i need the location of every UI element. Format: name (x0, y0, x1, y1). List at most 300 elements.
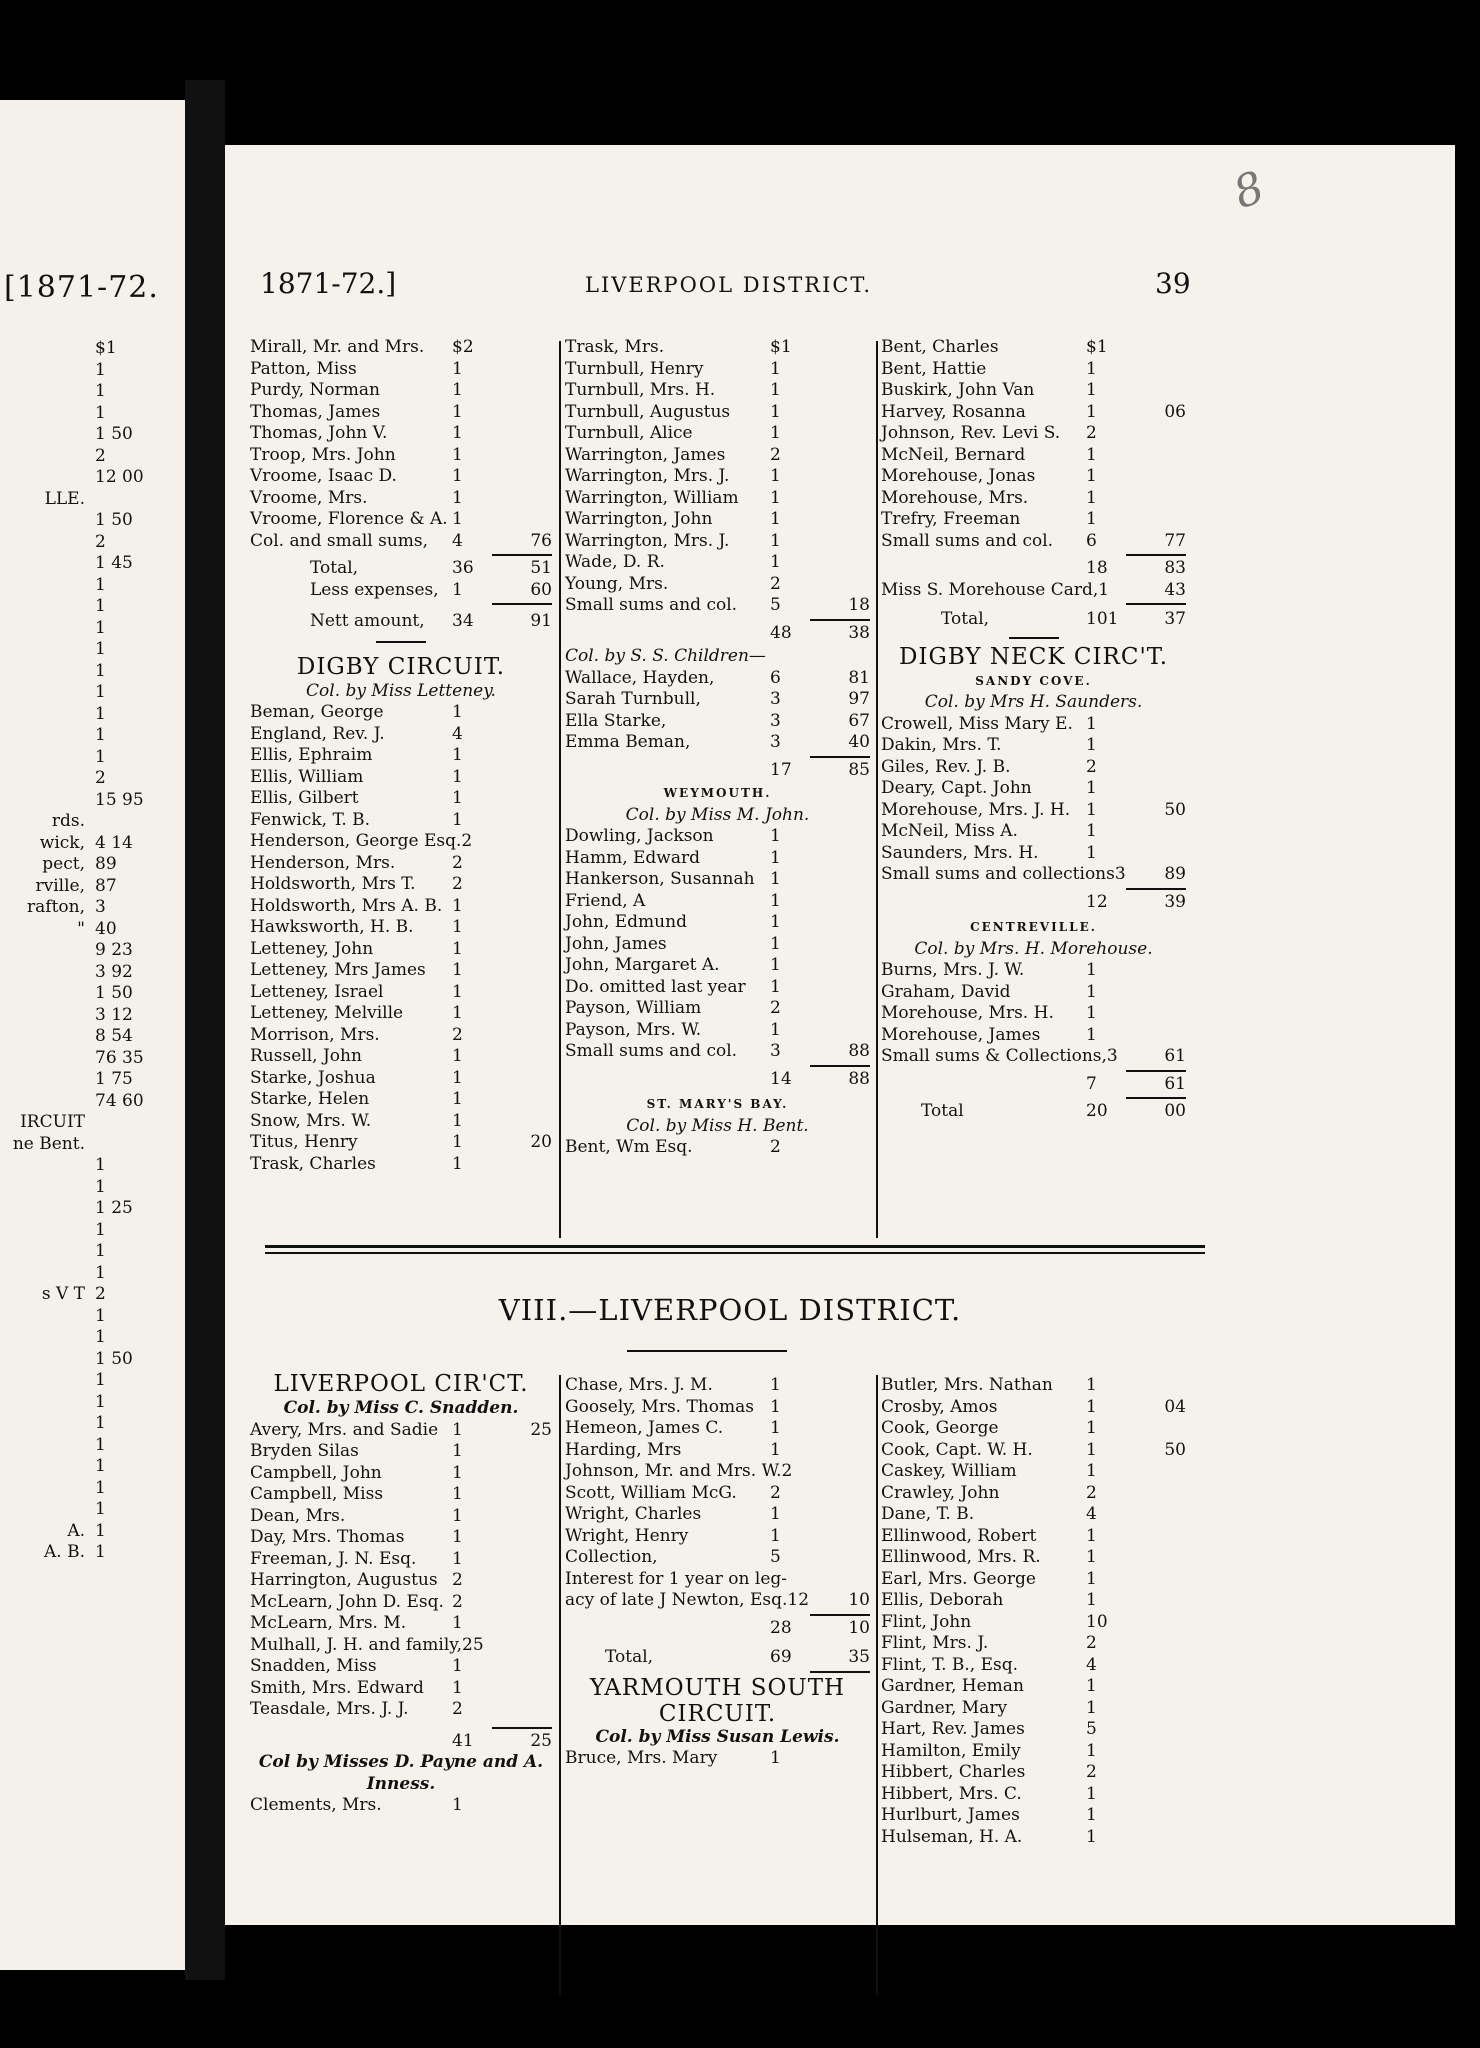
left-page-row (0, 1241, 185, 1263)
left-page-row (0, 768, 185, 790)
entry-cents (832, 848, 870, 870)
list-item (881, 1003, 1186, 1025)
list-item (250, 1154, 552, 1176)
entry-dollars: 1 (1086, 1461, 1097, 1481)
entry-cents (1148, 757, 1186, 779)
left-fragment-name (0, 1091, 85, 1113)
entry-dollars (787, 1569, 838, 1591)
list-item (250, 1046, 552, 1068)
entry-dollars: 4 (452, 530, 463, 551)
left-fragment-value: 15 95 (95, 789, 144, 810)
entry-dollars: 1 (1086, 401, 1097, 422)
weymouth-title: WEYMOUTH. (663, 786, 772, 800)
entry-cents: 50 (1164, 799, 1186, 820)
entry-dollars: 2 (452, 1570, 463, 1590)
left-page-row (0, 360, 185, 382)
list-item (565, 1397, 870, 1419)
list-item (250, 1484, 552, 1506)
left-page-row (0, 661, 185, 683)
left-page-row (0, 489, 185, 511)
entry-name: Butler, Mrs. Nathan (881, 1375, 1053, 1395)
entry-dollars: 1 (452, 1484, 463, 1504)
left-fragment-name: rds. (51, 811, 85, 831)
entry-cents (514, 1699, 552, 1721)
entry-name: Crosby, Amos (881, 1396, 998, 1417)
entry-cents (514, 402, 552, 424)
left-fragment-name (0, 1478, 85, 1500)
entry-dollars: 4 (1086, 1504, 1097, 1524)
list-item (250, 1111, 552, 1133)
left-fragment-name (0, 983, 85, 1005)
list-item (565, 1418, 870, 1440)
entry-cents (514, 939, 552, 961)
entry-name: McNeil, Miss A. (881, 821, 1018, 841)
left-fragment-name (0, 1456, 85, 1478)
entry-cents (1148, 1676, 1186, 1698)
entry-name: Letteney, John (250, 938, 374, 959)
entry-dollars: 3 (770, 710, 781, 731)
left-fragment-name: " (77, 918, 85, 939)
entry-name: Beman, George (250, 702, 384, 722)
entry-name: Ellis, Ephraim (250, 745, 373, 765)
entry-name: Wright, Henry (565, 1525, 689, 1546)
list-item (565, 1569, 870, 1591)
divider (492, 1727, 552, 1729)
entry-dollars: 2 (1086, 756, 1097, 777)
digby-neck-title: DIGBY NECK CIRC'T. (898, 643, 1169, 670)
left-fragment-name (0, 338, 85, 360)
sandy-total-row: 12 39 (1086, 891, 1186, 912)
entry-cents (832, 380, 870, 402)
entry-dollars: 1 (770, 358, 781, 379)
entry-name: Titus, Henry (250, 1132, 358, 1152)
entry-dollars: 1 (452, 745, 463, 765)
entry-cents (514, 1025, 552, 1047)
list-item (881, 402, 1186, 424)
bottom-column-3 (881, 1375, 1186, 1848)
entry-dollars: 1 (452, 917, 463, 937)
list-item (250, 745, 552, 767)
left-fragment-value: 1 50 (95, 1348, 133, 1369)
left-fragment-name (0, 510, 85, 532)
left-fragment-value: 3 12 (95, 1004, 133, 1025)
entry-name: Collection, (565, 1547, 658, 1567)
left-fragment-name (0, 682, 85, 704)
list-item (250, 1699, 552, 1721)
total-row: Total, 69 35 (605, 1647, 870, 1667)
entry-cents (832, 1397, 870, 1419)
entry-dollars: 1 (452, 1110, 463, 1131)
entry-name: Payson, Mrs. W. (565, 1019, 702, 1040)
entry-dollars: 1 (452, 1656, 463, 1676)
liverpool-total-row: 41 25 (452, 1730, 552, 1751)
entry-name: Deary, Capt. John (881, 778, 1032, 798)
list-item (250, 1132, 552, 1154)
left-fragment-value: 2 (95, 445, 106, 466)
column-rule (876, 341, 878, 1238)
entry-name: John, James (565, 933, 667, 954)
entry-cents (838, 1569, 870, 1591)
entry-name: Crawley, John (881, 1482, 1000, 1503)
digby-circuit-title: DIGBY CIRCUIT. (296, 653, 506, 680)
entry-cents (832, 934, 870, 956)
entry-dollars: 1 (1086, 1439, 1097, 1460)
entry-dollars: 1 (1086, 509, 1097, 529)
entry-dollars: 1 (770, 552, 781, 572)
left-fragment-value: 2 (95, 1284, 106, 1304)
entry-dollars: 1 (452, 1419, 463, 1440)
entry-name: Mirall, Mr. and Mrs. (250, 337, 425, 357)
entry-name: Patton, Miss (250, 358, 357, 379)
left-fragment-name (0, 1327, 85, 1349)
entry-dollars: 1 (770, 1525, 781, 1546)
left-fragment-name: rville, (35, 875, 85, 896)
list-item (881, 1590, 1186, 1612)
entry-dollars: 1 (1086, 1568, 1097, 1589)
entry-name: Henderson, Mrs. (250, 852, 396, 873)
list-item (250, 1068, 552, 1090)
weymouth-total-row: 14 88 (770, 1068, 870, 1089)
left-page-row (0, 940, 185, 962)
left-page-row (0, 1134, 185, 1156)
entry-dollars: 1 (770, 1418, 781, 1438)
entry-name: Small sums and collections (881, 864, 1115, 884)
liverpool-circuit-title: LIVERPOOL CIR'CT. (273, 1371, 529, 1397)
entry-cents (832, 1483, 870, 1505)
section-double-rule-top (265, 1245, 1205, 1248)
entry-cents (1148, 509, 1186, 531)
list-item (250, 380, 552, 402)
entry-cents (514, 1441, 552, 1463)
entry-dollars: 1 (1086, 1525, 1097, 1546)
centreville-total-row: 7 61 (1086, 1073, 1186, 1094)
entry-cents (514, 509, 552, 531)
divider (810, 619, 870, 621)
top-column-3 (881, 337, 1186, 1123)
entry-cents (514, 702, 552, 724)
entry-name: acy of late J Newton, Esq. (565, 1590, 788, 1610)
entry-cents (1148, 843, 1186, 865)
entry-cents (1148, 1461, 1186, 1483)
entry-name: Bruce, Mrs. Mary (565, 1748, 718, 1768)
entry-cents (1148, 982, 1186, 1004)
list-item (565, 1375, 870, 1397)
divider (810, 1671, 870, 1673)
list-item (565, 337, 870, 359)
entry-cents (1148, 1762, 1186, 1784)
bottom-column-2 (565, 1375, 870, 1770)
entry-cents (832, 1137, 870, 1159)
list-item (565, 531, 870, 553)
left-fragment-name (0, 1026, 85, 1048)
page-number: 39 (1155, 267, 1191, 300)
list-item (881, 1504, 1186, 1526)
divider (1126, 1070, 1186, 1072)
entry-dollars: 1 (770, 890, 781, 911)
sandy-cove-title: SANDY COVE. (975, 673, 1092, 688)
left-fragment-value: 1 (95, 1370, 106, 1390)
left-page-row (0, 1026, 185, 1048)
entry-dollars: 1 (770, 1439, 781, 1460)
list-item (250, 767, 552, 789)
left-page-row (0, 618, 185, 640)
list-item (250, 960, 552, 982)
left-page-row (0, 1069, 185, 1091)
list-item (881, 1397, 1186, 1419)
divider (810, 1065, 870, 1067)
left-page-row (0, 1542, 185, 1564)
entry-dollars: 2 (461, 831, 473, 851)
entry-cents: 25 (530, 1419, 552, 1440)
top-column-1 (250, 337, 552, 1175)
entry-dollars: 1 (770, 976, 781, 997)
entry-name: Bent, Charles (881, 337, 999, 357)
entry-name: Warrington, Mrs. J. (565, 530, 730, 551)
entry-dollars: 1 (452, 938, 463, 959)
list-item (250, 724, 552, 746)
left-fragment-value: 2 (95, 768, 106, 788)
entry-dollars: 1 (452, 509, 463, 529)
entry-dollars: 1 (770, 1504, 781, 1524)
left-fragment-value: 4 14 (95, 832, 133, 853)
list-item (881, 1483, 1186, 1505)
list-item (250, 788, 552, 810)
entry-cents (514, 724, 552, 746)
list-item (881, 821, 1186, 843)
left-fragment-name (0, 1198, 85, 1220)
entry-cents (832, 445, 870, 467)
entry-name: Hamm, Edward (565, 847, 700, 868)
left-page-row (0, 1435, 185, 1457)
divider (1126, 603, 1186, 605)
left-fragment-name (0, 639, 85, 661)
entry-dollars: 1 (452, 1527, 463, 1547)
entry-cents (1148, 821, 1186, 843)
entry-cents (514, 1570, 552, 1592)
list-item (881, 337, 1186, 359)
left-fragment-value (85, 1112, 180, 1134)
entry-dollars: 6 (1086, 530, 1097, 551)
left-fragment-value: 1 (95, 1477, 106, 1498)
entry-cents (832, 423, 870, 445)
left-fragment-name (0, 360, 85, 382)
entry-name: Teasdale, Mrs. J. J. (250, 1699, 409, 1719)
yarmouth-title-circuit: CIRCUIT. (658, 1700, 777, 1727)
list-item (881, 1547, 1186, 1569)
column-rule (876, 1375, 878, 1995)
entry-cents (514, 1111, 552, 1133)
entry-dollars: 1 (1086, 466, 1097, 486)
list-item (250, 939, 552, 961)
list-item (250, 1656, 552, 1678)
list-item (565, 869, 870, 891)
divider (492, 603, 552, 605)
divider (1126, 888, 1186, 890)
entry-name: Mulhall, J. H. and family, (250, 1634, 463, 1655)
entry-cents (514, 1068, 552, 1090)
entry-name: McNeil, Bernard (881, 444, 1026, 465)
entry-cents (514, 466, 552, 488)
list-item (881, 445, 1186, 467)
entry-name: Small sums & Collections, (881, 1046, 1107, 1066)
entry-cents (1148, 1375, 1186, 1397)
list-item (250, 1613, 552, 1635)
left-page-row (0, 790, 185, 812)
entry-cents (1148, 359, 1186, 381)
entry-dollars: 2 (770, 1137, 781, 1157)
entry-name: Gardner, Heman (881, 1676, 1024, 1696)
list-item (881, 714, 1186, 736)
entry-dollars: 1 (1086, 713, 1097, 734)
left-fragment-value: 1 50 (95, 510, 133, 530)
entry-name: John, Edmund (565, 912, 687, 932)
entry-cents (832, 574, 870, 596)
left-fragment-value: 1 (95, 1327, 106, 1347)
entry-dollars: 1 (770, 401, 781, 422)
entry-dollars: 1 (770, 847, 781, 868)
left-fragment-name: s V T (41, 1284, 85, 1304)
entry-cents (832, 912, 870, 934)
left-fragment-value: 1 50 (95, 424, 133, 444)
list-item (565, 1547, 870, 1569)
list-item (565, 509, 870, 531)
list-item (565, 574, 870, 596)
entry-dollars: 3 (1106, 1046, 1118, 1066)
entry-dollars: 1 (1086, 487, 1097, 508)
left-page-row (0, 704, 185, 726)
entry-cents (1148, 380, 1186, 402)
entry-name: Ellinwood, Robert (881, 1525, 1037, 1546)
entry-name: Morehouse, Jonas (881, 466, 1036, 486)
entry-dollars: 1 (770, 466, 781, 486)
entry-cents (514, 896, 552, 918)
sandy-cove-collector: Col. by Mrs H. Saunders. (924, 692, 1143, 712)
entry-name: Crowell, Miss Mary E. (881, 713, 1073, 734)
entry-name: England, Rev. J. (250, 723, 385, 744)
entry-cents (1148, 1547, 1186, 1569)
entry-cents (832, 869, 870, 891)
subtotal-row: 18 83 (1086, 558, 1186, 578)
list-item (250, 359, 552, 381)
entry-name: Avery, Mrs. and Sadie (250, 1419, 439, 1440)
entry-name: Holdsworth, Mrs A. B. (250, 895, 443, 916)
entry-name: McLearn, Mrs. M. (250, 1613, 407, 1633)
entry-name: Day, Mrs. Thomas (250, 1527, 405, 1547)
left-page (0, 100, 185, 1970)
left-fragment-name (0, 1413, 85, 1435)
entry-cents: 50 (1164, 1439, 1186, 1460)
district-title: VIII.—LIVERPOOL DISTRICT. (498, 1293, 962, 1327)
left-page-row (0, 1112, 185, 1134)
entry-dollars: 1 (452, 702, 463, 722)
left-fragment-name (0, 1370, 85, 1392)
left-page-row (0, 510, 185, 532)
left-fragment-name (0, 424, 85, 446)
entry-name: Hankerson, Susannah (565, 869, 755, 889)
entry-cents (832, 891, 870, 913)
entry-name: Holdsworth, Mrs T. (250, 874, 416, 894)
entry-name: Ellinwood, Mrs. R. (881, 1547, 1041, 1567)
entry-cents (832, 1020, 870, 1042)
entry-name: McLearn, John D. Esq. (250, 1591, 444, 1612)
list-item (881, 380, 1186, 402)
left-fragment-name (0, 1048, 85, 1070)
entry-dollars: 6 (770, 667, 781, 688)
list-item (881, 423, 1186, 445)
left-fragment-value: 1 (95, 1262, 106, 1283)
divider (627, 1350, 787, 1352)
digby-collector: Col. by Miss Letteney. (306, 680, 496, 701)
entry-dollars: 1 (1086, 1396, 1097, 1417)
list-item (565, 732, 870, 754)
list-item (565, 998, 870, 1020)
list-item (565, 891, 870, 913)
entry-cents (514, 1484, 552, 1506)
subtotal-row: 28 10 (770, 1617, 870, 1638)
left-fragment-value: 1 (95, 682, 106, 702)
entry-cents (514, 960, 552, 982)
entry-cents (1148, 1025, 1186, 1047)
left-fragment-name (0, 704, 85, 726)
left-fragment-value: 74 60 (95, 1090, 144, 1111)
entry-dollars: 2 (1086, 1482, 1097, 1503)
entry-dollars: 1 (1086, 358, 1097, 379)
entry-cents: 76 (530, 530, 552, 551)
left-page-row (0, 575, 185, 597)
left-fragment-name (0, 381, 85, 403)
list-item (565, 1526, 870, 1548)
left-page-row (0, 1284, 185, 1306)
left-fragment-name: pect, (42, 854, 85, 874)
left-fragment-name (0, 1005, 85, 1027)
list-item (565, 826, 870, 848)
left-fragment-value: 1 (95, 617, 106, 638)
entry-dollars: 1 (452, 809, 463, 830)
entry-cents (514, 1678, 552, 1700)
entry-name: Morehouse, Mrs. J. H. (881, 799, 1071, 820)
entry-cents (832, 1526, 870, 1548)
entry-dollars: 1 (1086, 1375, 1097, 1395)
list-item (250, 917, 552, 939)
entry-cents (1148, 466, 1186, 488)
subtotal-row: 48 38 (770, 622, 870, 643)
column-rule (559, 341, 561, 1238)
total-row: Total, 101 37 (941, 609, 1186, 629)
entry-cents (514, 445, 552, 467)
entry-name: Chase, Mrs. J. M. (565, 1375, 713, 1395)
entry-cents (1148, 337, 1186, 359)
right-page (225, 145, 1455, 1925)
entry-dollars: 1 (1086, 778, 1097, 798)
list-item (565, 466, 870, 488)
entry-cents (518, 1635, 552, 1657)
left-fragment-name (0, 446, 85, 468)
entry-cents (1148, 960, 1186, 982)
entry-cents (1148, 1590, 1186, 1612)
list-item (250, 1570, 552, 1592)
list-item (565, 445, 870, 467)
entry-cents (1148, 714, 1186, 736)
entry-cents (514, 337, 552, 359)
entry-dollars: $2 (452, 337, 474, 357)
entry-dollars: 1 (1086, 444, 1097, 465)
entry-cents: 40 (848, 732, 870, 752)
left-fragment-name (0, 553, 85, 575)
list-item (881, 1418, 1186, 1440)
list-item (250, 1089, 552, 1111)
entry-cents (1148, 1805, 1186, 1827)
left-page-row (0, 1091, 185, 1113)
